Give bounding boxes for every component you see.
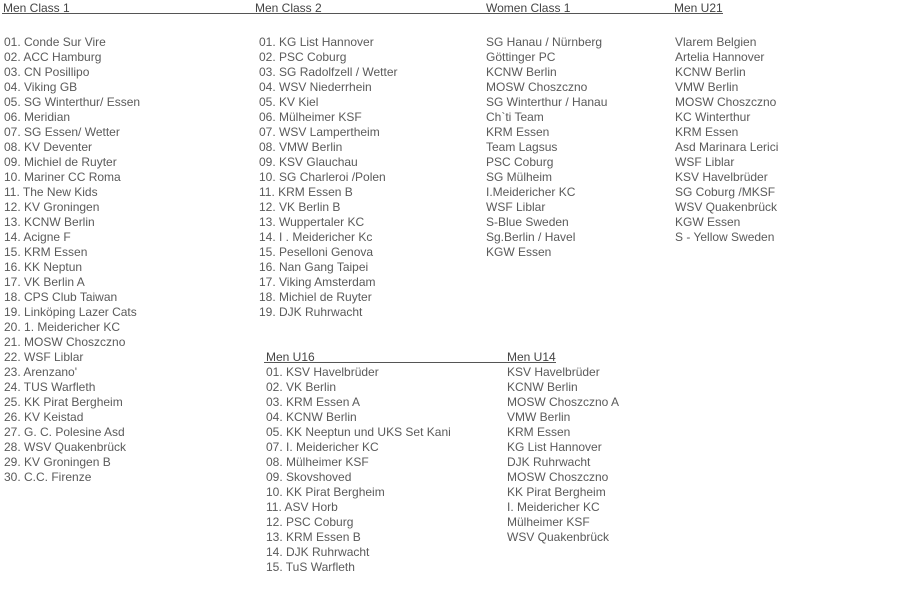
- list-item: 08. KV Deventer: [4, 140, 93, 154]
- men-class-1-title: Men Class 1: [3, 1, 70, 15]
- list-item: S - Yellow Sweden: [675, 230, 775, 244]
- list-item: 01. Conde Sur Vire: [4, 35, 106, 49]
- list-item: 09. Michiel de Ruyter: [4, 155, 117, 169]
- list-item: 25. KK Pirat Bergheim: [4, 395, 123, 409]
- header-underline: [2, 13, 723, 14]
- men-u14-title: Men U14: [507, 350, 556, 364]
- list-item: SG Coburg /MKSF: [675, 185, 776, 199]
- list-item: 11. The New Kids: [4, 185, 98, 199]
- list-item: I. Meidericher KC: [507, 500, 600, 514]
- list-item: Ch`ti Team: [486, 110, 544, 124]
- list-item: 03. KRM Essen A: [266, 395, 361, 409]
- list-item: 27. G. C. Polesine Asd: [4, 425, 125, 439]
- list-item: 08. Mülheimer KSF: [266, 455, 369, 469]
- list-item: KSV Havelbrüder: [675, 170, 768, 184]
- list-item: VMW Berlin: [507, 410, 571, 424]
- list-item: 19. Linköping Lazer Cats: [4, 305, 137, 319]
- list-item: KRM Essen: [486, 125, 550, 139]
- list-item: MOSW Choszczno: [486, 80, 588, 94]
- list-item: 13. KCNW Berlin: [4, 215, 95, 229]
- list-item: 18. CPS Club Taiwan: [4, 290, 118, 304]
- list-item: 17. Viking Amsterdam: [259, 275, 376, 289]
- list-item: KSV Havelbrüder: [507, 365, 600, 379]
- list-item: 06. Mülheimer KSF: [259, 110, 362, 124]
- list-item: 13. Wuppertaler KC: [259, 215, 365, 229]
- list-item: 01. KG List Hannover: [259, 35, 374, 49]
- men-u21-title: Men U21: [674, 1, 723, 15]
- list-item: Team Lagsus: [486, 140, 558, 154]
- list-item: 11. KRM Essen B: [259, 185, 353, 199]
- men-class-1-list: [4, 35, 140, 485]
- list-item: SG Hanau / Nürnberg: [486, 35, 603, 49]
- list-item: SG Mülheim: [486, 170, 553, 184]
- list-item: KRM Essen: [507, 425, 571, 439]
- list-item: I.Meidericher KC: [486, 185, 576, 199]
- list-item: 12. PSC Coburg: [266, 515, 354, 529]
- list-item: 12. KV Groningen: [4, 200, 100, 214]
- list-item: KGW Essen: [486, 245, 552, 259]
- list-item: 03. SG Radolfzell / Wetter: [259, 65, 398, 79]
- men-u16-list: [266, 365, 451, 575]
- list-item: 05. KV Kiel: [259, 95, 319, 109]
- list-item: KCNW Berlin: [486, 65, 557, 79]
- list-item: Mülheimer KSF: [507, 515, 590, 529]
- women-class-1-list: [486, 35, 607, 260]
- list-item: VMW Berlin: [675, 80, 739, 94]
- men-u16-title: Men U16: [266, 350, 315, 364]
- list-item: 07. I. Meidericher KC: [266, 440, 379, 454]
- list-item: 01. KSV Havelbrüder: [266, 365, 379, 379]
- list-item: Vlarem Belgien: [675, 35, 757, 49]
- list-item: 16. Nan Gang Taipei: [259, 260, 369, 274]
- list-item: 20. 1. Meidericher KC: [4, 320, 121, 334]
- men-u14-list: [507, 365, 619, 545]
- list-item: Sg.Berlin / Havel: [486, 230, 576, 244]
- list-item: 12. VK Berlin B: [259, 200, 341, 214]
- list-item: KG List Hannover: [507, 440, 602, 454]
- list-item: 22. WSF Liblar: [4, 350, 84, 364]
- list-item: 14. DJK Ruhrwacht: [266, 545, 370, 559]
- list-item: 18. Michiel de Ruyter: [259, 290, 372, 304]
- list-item: 10. SG Charleroi /Polen: [259, 170, 386, 184]
- list-item: 05. KK Neeptun und UKS Set Kani: [266, 425, 451, 439]
- list-item: KGW Essen: [675, 215, 741, 229]
- list-item: 09. KSV Glauchau: [259, 155, 358, 169]
- list-item: WSV Quakenbrück: [507, 530, 610, 544]
- list-item: 15. Peselloni Genova: [259, 245, 374, 259]
- list-item: S-Blue Sweden: [486, 215, 569, 229]
- list-item: KCNW Berlin: [675, 65, 746, 79]
- list-item: 10. Mariner CC Roma: [4, 170, 121, 184]
- list-item: KRM Essen: [675, 125, 739, 139]
- list-item: 04. Viking GB: [4, 80, 78, 94]
- list-item: KC Winterthur: [675, 110, 751, 124]
- list-item: 17. VK Berlin A: [4, 275, 85, 289]
- list-item: 14. Acigne F: [4, 230, 71, 244]
- list-item: DJK Ruhrwacht: [507, 455, 591, 469]
- list-item: WSF Liblar: [675, 155, 735, 169]
- list-item: 15. TuS Warfleth: [266, 560, 355, 574]
- list-item: 10. KK Pirat Bergheim: [266, 485, 385, 499]
- men-class-2-title: Men Class 2: [255, 1, 322, 15]
- list-item: 29. KV Groningen B: [4, 455, 111, 469]
- list-item: 26. KV Keistad: [4, 410, 84, 424]
- list-item: KK Pirat Bergheim: [507, 485, 606, 499]
- list-item: 02. ACC Hamburg: [4, 50, 102, 64]
- list-item: WSV Quakenbrück: [675, 200, 778, 214]
- list-item: 04. WSV Niederrhein: [259, 80, 372, 94]
- list-item: 07. WSV Lampertheim: [259, 125, 380, 139]
- men-class-2-list: [259, 35, 398, 320]
- list-item: SG Winterthur / Hanau: [486, 95, 608, 109]
- women-class-1-title: Women Class 1: [486, 1, 571, 15]
- list-item: Göttinger PC: [486, 50, 556, 64]
- list-item: 14. I . Meidericher Kc: [259, 230, 373, 244]
- list-item: 02. VK Berlin: [266, 380, 337, 394]
- list-item: MOSW Choszczno: [507, 470, 609, 484]
- list-item: Artelia Hannover: [675, 50, 765, 64]
- list-item: 06. Meridian: [4, 110, 71, 124]
- list-item: 21. MOSW Choszczno: [4, 335, 126, 349]
- men-u21-list: [675, 35, 778, 245]
- list-item: 11. ASV Horb: [266, 500, 338, 514]
- list-item: 24. TUS Warfleth: [4, 380, 96, 394]
- list-item: 13. KRM Essen B: [266, 530, 361, 544]
- list-item: PSC Coburg: [486, 155, 554, 169]
- list-item: 04. KCNW Berlin: [266, 410, 357, 424]
- list-item: WSF Liblar: [486, 200, 546, 214]
- list-item: MOSW Choszczno A: [507, 395, 620, 409]
- list-item: MOSW Choszczno: [675, 95, 777, 109]
- list-item: 08. VMW Berlin: [259, 140, 343, 154]
- list-item: 05. SG Winterthur/ Essen: [4, 95, 141, 109]
- list-item: 23. Arenzano': [4, 365, 78, 379]
- list-item: KCNW Berlin: [507, 380, 578, 394]
- list-item: Asd Marinara Lerici: [675, 140, 779, 154]
- list-item: 19. DJK Ruhrwacht: [259, 305, 363, 319]
- list-item: 15. KRM Essen: [4, 245, 88, 259]
- list-item: 16. KK Neptun: [4, 260, 83, 274]
- list-item: 30. C.C. Firenze: [4, 470, 92, 484]
- list-item: 09. Skovshoved: [266, 470, 352, 484]
- list-item: 28. WSV Quakenbrück: [4, 440, 127, 454]
- list-item: 03. CN Posillipo: [4, 65, 90, 79]
- list-item: 02. PSC Coburg: [259, 50, 347, 64]
- list-item: 07. SG Essen/ Wetter: [4, 125, 120, 139]
